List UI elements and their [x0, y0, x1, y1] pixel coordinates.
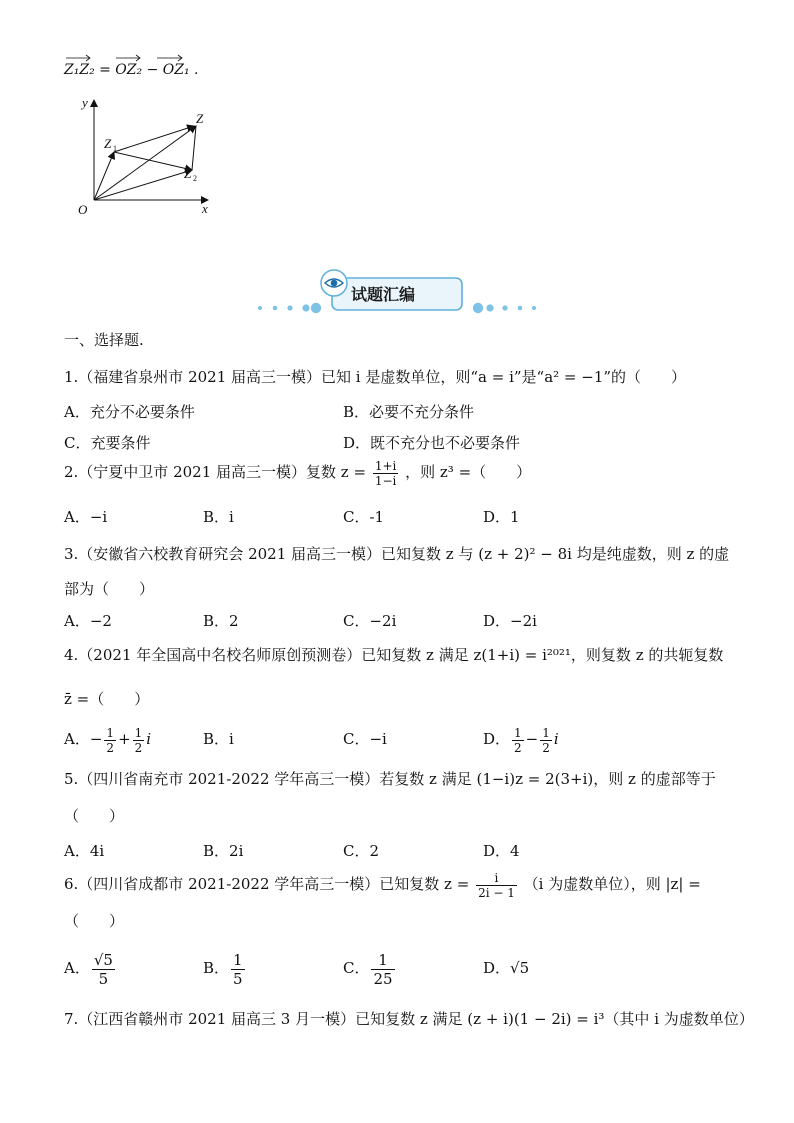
vector-z1z: [114, 126, 194, 152]
question-5-option-c: C．2: [343, 842, 380, 860]
banner-dots-right: [473, 303, 536, 313]
question-4-option-d-label: D．: [483, 730, 511, 748]
question-2-option-c: C．-1: [343, 508, 385, 526]
question-2-option-a: A．−i: [64, 508, 108, 526]
question-2-prefix: 2.（宁夏中卫市 2021 届高三一模）复数 z =: [64, 463, 367, 481]
question-3-option-a: A．−2: [64, 612, 112, 630]
question-1-option-d: D．既不充分也不必要条件: [343, 434, 521, 452]
label-z2-sub: 2: [193, 174, 197, 183]
question-2-option-d: D．1: [483, 508, 520, 526]
banner-dots-left: [258, 303, 321, 313]
label-z2: Z: [184, 166, 192, 181]
section-banner: [250, 266, 540, 318]
label-o: O: [78, 202, 88, 217]
label-y: y: [82, 95, 88, 110]
question-6-numerator: i: [476, 871, 517, 886]
question-6-prefix: 6.（四川省成都市 2021-2022 学年高三一模）已知复数 z =: [64, 875, 470, 893]
question-2-suffix: ，则 z³ =（ ）: [405, 463, 532, 481]
question-2-denominator: 1−i: [374, 473, 397, 488]
question-1-stem: 1.（福建省泉州市 2021 届高三一模）已知 i 是虚数单位，则“a = i”是“a² = −1”的（ ）: [64, 368, 687, 386]
question-1-option-c: C．充要条件: [64, 434, 151, 452]
question-4-stem-line1: 4.（2021 年全国高中名校名师原创预测卷）已知复数 z 满足 z(1+i) = i²⁰²¹，则复数 z 的共轭复数: [64, 646, 724, 664]
question-4-option-a-label: A．: [64, 730, 90, 748]
question-5-paren: （ ）: [64, 807, 125, 825]
question-4-option-d-i: i: [553, 730, 559, 748]
question-6-option-a: A． $\frac{√5}{5}$: [64, 950, 113, 988]
question-6-option-b: B． $\frac{1}{5}$: [203, 950, 243, 988]
vector-formula-text: Z₁Z₂ = OZ₂ − OZ₁ .: [64, 62, 199, 78]
question-2-numerator: 1+i: [374, 458, 397, 473]
segment-z2z: [192, 126, 196, 170]
question-3-stem-line1: 3.（安徽省六校教育研究会 2021 届高三一模）已知复数 z 与 (z + 2)² − 8i 均是纯虚数，则 z 的虚: [64, 545, 730, 563]
question-6-option-d: D．√5: [483, 959, 530, 977]
question-4-option-a-frac2: $\frac{1}{2}$: [134, 725, 143, 755]
question-5-option-a: A．4i: [64, 842, 105, 860]
question-6-paren: （ ）: [64, 912, 125, 930]
question-4-option-d-frac1: $\frac{1}{2}$: [514, 725, 522, 755]
question-4-option-a-i: i: [146, 730, 152, 748]
question-1-option-a: A．充分不必要条件: [64, 403, 195, 421]
question-5-option-b: B．2i: [203, 842, 244, 860]
question-2-option-b: B．i: [203, 508, 234, 526]
label-x: x: [202, 201, 208, 216]
question-6-option-c: C． $\frac{1}{25}$: [343, 950, 393, 988]
vector-oz2: [94, 170, 192, 200]
question-3-option-d: D．−2i: [483, 612, 537, 630]
question-4-option-a-frac1: $\frac{1}{2}$: [106, 725, 115, 755]
section-heading: 一、选择题.: [64, 331, 144, 349]
question-4-option-a: [64, 722, 151, 756]
question-5-option-d: D．4: [483, 842, 520, 860]
question-6-stem: [64, 868, 701, 900]
question-4-option-a-sign: −: [89, 730, 103, 748]
vector-formula: [64, 62, 198, 78]
question-2-stem: [64, 457, 531, 488]
question-6-suffix: （i 为虚数单位），则 |z| =: [523, 875, 701, 893]
question-4-option-d-frac2: $\frac{1}{2}$: [542, 725, 550, 755]
question-5-stem: 5.（四川省南充市 2021-2022 学年高三一模）若复数 z 满足 (1−i)z = 2(3+i)，则 z 的虚部等于: [64, 770, 716, 788]
question-6-denominator: 2i − 1: [478, 885, 515, 900]
label-z1-sub: 1: [113, 144, 117, 153]
banner-title: 试题汇编: [351, 285, 416, 304]
question-4-option-a-plus: +: [118, 730, 131, 748]
vector-z1z2: [114, 152, 192, 170]
label-z: Z: [196, 111, 204, 126]
question-4-stem-line2: z̄ =（ ）: [64, 690, 150, 708]
label-z1: Z: [104, 136, 112, 151]
question-3-option-c: C．−2i: [343, 612, 397, 630]
question-4-option-d: [483, 722, 559, 756]
question-4-option-c: C．−i: [343, 730, 387, 748]
question-3-option-b: B．2: [203, 612, 239, 630]
question-2-fraction: [373, 459, 399, 488]
vector-arrows: [64, 52, 194, 62]
question-4-option-b: B．i: [203, 730, 234, 748]
question-3-stem-line2: 部为（ ）: [64, 580, 155, 598]
question-7-stem: 7.（江西省赣州市 2021 届高三 3 月一模）已知复数 z 满足 (z + i)(1 − 2i) = i³（其中 i 为虚数单位）: [64, 1010, 754, 1028]
question-1-option-b: B．必要不充分条件: [343, 403, 475, 421]
question-6-fraction: [476, 871, 517, 900]
question-4-option-d-minus: −: [525, 730, 539, 748]
vector-diagram: [70, 92, 230, 222]
